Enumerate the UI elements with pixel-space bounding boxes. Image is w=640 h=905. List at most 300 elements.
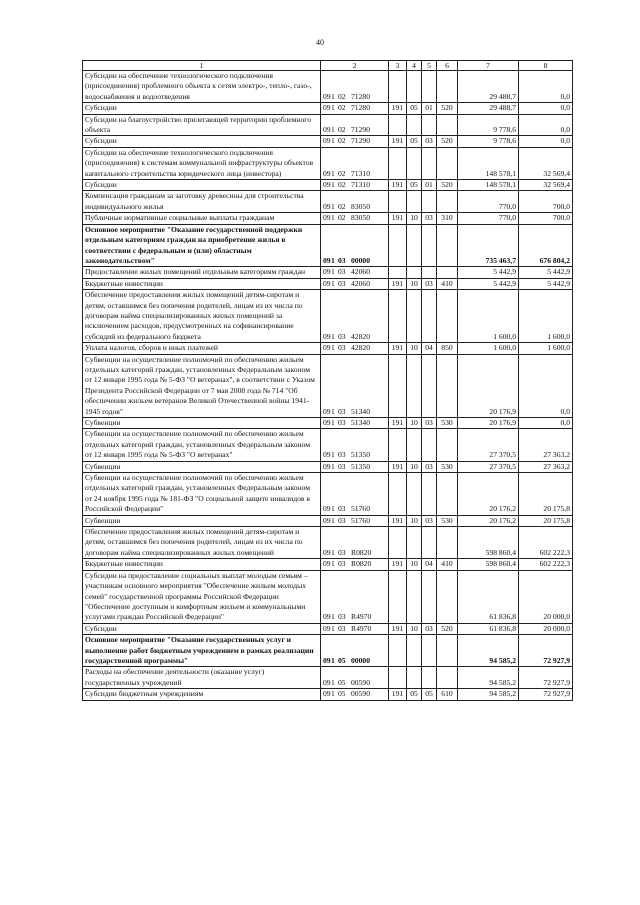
table-row <box>83 147 573 179</box>
row-code <box>321 418 389 429</box>
code-segment: 03 <box>338 406 346 416</box>
row-code <box>321 473 389 516</box>
code-segment: 03 <box>338 255 346 265</box>
table-row <box>83 191 573 213</box>
row-name: Бюджетные инвестиции <box>83 559 321 570</box>
code-segment: 09 <box>323 343 331 353</box>
table-row <box>83 136 573 147</box>
row-value-8: 1 600,0 <box>519 343 573 354</box>
code-segment: 71290 <box>351 125 370 135</box>
code-segment: 09 <box>323 125 331 135</box>
row-value-8: 5 442,9 <box>519 267 573 278</box>
row-col6: 850 <box>437 343 458 354</box>
row-value-7: 94 585,2 <box>458 667 519 689</box>
row-value-7: 770,0 <box>458 191 519 213</box>
row-col6 <box>437 570 458 623</box>
code-segment: 1 <box>331 515 335 525</box>
table-row <box>83 418 573 429</box>
row-value-8: 1 600,0 <box>519 290 573 343</box>
code-segment: 09 <box>323 406 331 416</box>
row-col4: 05 <box>407 180 422 191</box>
code-segment: 09 <box>323 623 331 633</box>
row-col6 <box>437 191 458 213</box>
row-col3: 191 <box>389 515 407 526</box>
code-segment: 02 <box>338 168 346 178</box>
code-segment: 03 <box>338 515 346 525</box>
row-col5: 01 <box>422 180 437 191</box>
row-col3 <box>389 570 407 623</box>
code-segment: 1 <box>331 331 335 341</box>
row-value-7: 20 176,9 <box>458 354 519 417</box>
row-col6 <box>437 429 458 461</box>
row-code <box>321 570 389 623</box>
code-segment: 03 <box>338 461 346 471</box>
row-name: Компенсация гражданам за заготовку древесины для строительства индивидуального жилья <box>83 191 321 213</box>
code-segment: 09 <box>323 278 331 288</box>
code-segment: 09 <box>323 267 331 277</box>
row-col4: 05 <box>407 136 422 147</box>
row-name: Субвенции на осуществление полномочий по обеспечению жильем отдельных категорий граждан, установленных Федеральным законом от 24 ноября 1995 года № 181-ФЗ "О социальной защите инвалидов в Российской Федерации" <box>83 473 321 516</box>
code-segment: 09 <box>323 504 331 514</box>
row-value-7: 94 585,2 <box>458 689 519 700</box>
table-row <box>83 213 573 224</box>
row-col4: 10 <box>407 515 422 526</box>
row-col5: 04 <box>422 559 437 570</box>
row-value-8: 0,0 <box>519 71 573 103</box>
code-segment: 1 <box>331 418 335 427</box>
row-name: Предоставление жилых помещений отдельным категориям граждан <box>83 267 321 278</box>
page-number: 40 <box>316 38 324 47</box>
row-col6: 530 <box>437 418 458 429</box>
row-value-8: 20 175,8 <box>519 515 573 526</box>
row-col5 <box>422 191 437 213</box>
code-segment: 03 <box>338 343 346 353</box>
row-code <box>321 278 389 289</box>
row-col4: 10 <box>407 278 422 289</box>
row-col6: 530 <box>437 515 458 526</box>
code-segment: 1 <box>331 406 335 416</box>
table-row <box>83 473 573 516</box>
row-col3: 191 <box>389 278 407 289</box>
row-value-8: 27 363,2 <box>519 429 573 461</box>
code-segment: 42060 <box>351 267 370 277</box>
row-col6 <box>437 667 458 689</box>
row-value-7: 5 442,9 <box>458 278 519 289</box>
code-segment: 1 <box>331 689 335 699</box>
row-col4: 10 <box>407 418 422 429</box>
row-code <box>321 103 389 114</box>
code-segment: 71310 <box>351 168 370 178</box>
row-name: Субвенции <box>83 418 321 429</box>
row-value-8: 72 927,9 <box>519 689 573 700</box>
row-col5 <box>422 429 437 461</box>
code-segment: 09 <box>323 331 331 341</box>
table-row <box>83 180 573 191</box>
row-col6 <box>437 354 458 417</box>
row-col3: 191 <box>389 136 407 147</box>
row-col6 <box>437 114 458 136</box>
row-name: Публичные нормативные социальные выплаты гражданам <box>83 213 321 224</box>
row-value-7: 598 860,4 <box>458 527 519 559</box>
code-segment: 1 <box>331 343 335 353</box>
row-col5 <box>422 114 437 136</box>
code-segment: 71290 <box>351 136 370 146</box>
table-row <box>83 267 573 278</box>
code-segment: 03 <box>338 267 346 277</box>
row-value-8: 602 222,3 <box>519 527 573 559</box>
row-value-7: 20 176,2 <box>458 515 519 526</box>
row-code <box>321 114 389 136</box>
code-segment: 83050 <box>351 201 370 211</box>
code-segment: 09 <box>323 103 331 113</box>
code-segment: 03 <box>338 450 346 460</box>
column-header: 6 <box>437 61 458 71</box>
row-name: Субсидии <box>83 623 321 634</box>
row-col6: 520 <box>437 180 458 191</box>
row-col3 <box>389 71 407 103</box>
row-col6 <box>437 147 458 179</box>
row-col6: 520 <box>437 103 458 114</box>
row-col5 <box>422 71 437 103</box>
code-segment: 02 <box>338 201 346 211</box>
row-value-8: 0,0 <box>519 354 573 417</box>
table-row <box>83 461 573 472</box>
row-col3 <box>389 290 407 343</box>
code-segment: 71280 <box>351 91 370 101</box>
row-name: Субвенции на осуществление полномочий по обеспечению жильем отдельных категорий граждан, установленных Федеральным законом от 12 января 1995 года № 5-ФЗ "О ветеранах", в соответствии с Указом Президента Российской Федерации от 7 мая 2008 года № 714 "Об обеспечении жильем ветеранов Великой Отечественной войны 1941-1945 годов" <box>83 354 321 417</box>
row-value-8: 700,0 <box>519 213 573 224</box>
code-segment: 05 <box>338 689 346 699</box>
code-segment: 03 <box>338 623 346 633</box>
row-col5: 03 <box>422 623 437 634</box>
row-col3: 191 <box>389 623 407 634</box>
row-col5: 03 <box>422 136 437 147</box>
code-segment: 1 <box>331 180 335 190</box>
row-col3: 191 <box>389 213 407 224</box>
table-row <box>83 343 573 354</box>
row-value-8: 5 442,9 <box>519 278 573 289</box>
code-segment: 09 <box>323 461 331 471</box>
code-segment: R4970 <box>351 623 372 633</box>
code-segment: 1 <box>331 91 335 101</box>
row-col4: 10 <box>407 461 422 472</box>
code-segment: 1 <box>331 450 335 460</box>
row-col3 <box>389 147 407 179</box>
row-col3 <box>389 267 407 278</box>
row-value-7: 29 488,7 <box>458 71 519 103</box>
row-col3: 191 <box>389 461 407 472</box>
row-col4 <box>407 71 422 103</box>
column-header: 4 <box>407 61 422 71</box>
row-col3: 191 <box>389 180 407 191</box>
code-segment: 1 <box>331 677 335 687</box>
code-segment: 83050 <box>351 213 370 223</box>
row-value-8: 0,0 <box>519 103 573 114</box>
column-header: 7 <box>458 61 519 71</box>
row-value-8: 32 569,4 <box>519 147 573 179</box>
table-row <box>83 635 573 667</box>
code-segment: 51350 <box>351 450 370 460</box>
row-value-8: 676 804,2 <box>519 224 573 267</box>
code-segment: 1 <box>331 612 335 622</box>
table-row <box>83 527 573 559</box>
row-value-7: 9 778,6 <box>458 136 519 147</box>
row-col4 <box>407 527 422 559</box>
table-row <box>83 103 573 114</box>
code-segment: 00000 <box>351 655 370 665</box>
code-segment: 03 <box>338 331 346 341</box>
row-name: Обеспечение предоставления жилых помещений детям-сиротам и детям, оставшимся без попечения родителей, лицам из их числа по договорам найма специализированных жилых помещений за исключением расходов, предусмотренных на софинансирование субсидий из федерального бюджета <box>83 290 321 343</box>
code-segment: 1 <box>331 461 335 471</box>
code-segment: 03 <box>338 612 346 622</box>
row-name: Субвенции <box>83 515 321 526</box>
row-col4 <box>407 224 422 267</box>
table-row <box>83 71 573 103</box>
row-col3 <box>389 114 407 136</box>
row-value-7: 735 463,7 <box>458 224 519 267</box>
row-col3 <box>389 667 407 689</box>
row-col3: 191 <box>389 103 407 114</box>
code-segment: 02 <box>338 103 346 113</box>
row-col5 <box>422 473 437 516</box>
row-code <box>321 267 389 278</box>
code-segment: 09 <box>323 255 331 265</box>
row-value-7: 29 488,7 <box>458 103 519 114</box>
code-segment: 05 <box>338 655 346 665</box>
code-segment: 00590 <box>351 689 370 699</box>
row-name: Субвенции на осуществление полномочий по обеспечению жильем отдельных категорий граждан, установленных Федеральным законом от 12 января 1995 года № 5-ФЗ "О ветеранах" <box>83 429 321 461</box>
row-value-8: 27 363,2 <box>519 461 573 472</box>
row-col6: 410 <box>437 559 458 570</box>
row-col3 <box>389 473 407 516</box>
row-value-7: 61 836,8 <box>458 570 519 623</box>
code-segment: 00590 <box>351 677 370 687</box>
row-name: Субсидии <box>83 136 321 147</box>
row-col3 <box>389 429 407 461</box>
code-segment: 1 <box>331 623 335 633</box>
code-segment: 51340 <box>351 418 370 427</box>
row-value-7: 9 778,6 <box>458 114 519 136</box>
column-header: 5 <box>422 61 437 71</box>
row-col6: 520 <box>437 623 458 634</box>
row-name: Субсидии на предоставление социальных выплат молодым семьям – участникам основного мероприятия "Обеспечение жильем молодых семей" государственной программы Российской Федерации "Обеспечение доступным и комфортным жильем и коммунальными услугами граждан Российской Федерации" <box>83 570 321 623</box>
code-segment: 09 <box>323 136 331 146</box>
code-segment: 09 <box>323 168 331 178</box>
row-code <box>321 689 389 700</box>
row-code <box>321 559 389 570</box>
table-row <box>83 114 573 136</box>
column-header: 3 <box>389 61 407 71</box>
row-name: Обеспечение предоставления жилых помещений детям-сиротам и детям, оставшимся без попечения родителей, лицам из их числа по договорам найма специализированных жилых помещений <box>83 527 321 559</box>
table-row <box>83 623 573 634</box>
code-segment: 1 <box>331 255 335 265</box>
row-code <box>321 147 389 179</box>
budget-table <box>82 60 573 701</box>
row-value-7: 27 370,5 <box>458 429 519 461</box>
code-segment: 1 <box>331 504 335 514</box>
row-code <box>321 213 389 224</box>
row-code <box>321 461 389 472</box>
code-segment: 09 <box>323 559 331 569</box>
column-header: 1 <box>83 61 321 71</box>
table-row <box>83 354 573 417</box>
column-header: 8 <box>519 61 573 71</box>
code-segment: 03 <box>338 559 346 569</box>
table-row <box>83 515 573 526</box>
table-row <box>83 570 573 623</box>
row-name: Субсидии <box>83 180 321 191</box>
row-col5: 03 <box>422 515 437 526</box>
table-row <box>83 224 573 267</box>
code-segment: 1 <box>331 136 335 146</box>
row-name: Расходы на обеспечение деятельности (оказание услуг) государственных учреждений <box>83 667 321 689</box>
code-segment: 09 <box>323 91 331 101</box>
row-name: Основное мероприятие "Оказание государственных услуг и выполнение работ бюджетным учреждением в рамках реализации государственной программы" <box>83 635 321 667</box>
row-col3 <box>389 635 407 667</box>
row-value-7: 1 600,0 <box>458 290 519 343</box>
code-segment: 1 <box>331 278 335 288</box>
code-segment: 1 <box>331 559 335 569</box>
row-col3: 191 <box>389 343 407 354</box>
code-segment: 03 <box>338 418 346 427</box>
row-col4 <box>407 354 422 417</box>
code-segment: R4970 <box>351 612 372 622</box>
row-col5 <box>422 224 437 267</box>
row-col6: 530 <box>437 461 458 472</box>
row-col5: 05 <box>422 689 437 700</box>
code-segment: 1 <box>331 201 335 211</box>
code-segment: 1 <box>331 213 335 223</box>
code-segment: 51760 <box>351 504 370 514</box>
row-col5: 01 <box>422 103 437 114</box>
code-segment: 71310 <box>351 180 370 190</box>
table-row <box>83 667 573 689</box>
row-col5 <box>422 667 437 689</box>
row-col3 <box>389 527 407 559</box>
row-name: Субсидии на благоустройство прилегающей территории проблемного объекта <box>83 114 321 136</box>
code-segment: 09 <box>323 180 331 190</box>
row-col6: 610 <box>437 689 458 700</box>
row-col5: 03 <box>422 418 437 429</box>
row-name: Уплата налогов, сборов и иных платежей <box>83 343 321 354</box>
code-segment: 02 <box>338 125 346 135</box>
row-col4 <box>407 290 422 343</box>
row-code <box>321 224 389 267</box>
column-header: 2 <box>321 61 389 71</box>
code-segment: R0820 <box>351 547 372 557</box>
code-segment: 02 <box>338 136 346 146</box>
row-value-7: 20 176,2 <box>458 473 519 516</box>
row-col6 <box>437 224 458 267</box>
row-col4 <box>407 191 422 213</box>
code-segment: 09 <box>323 515 331 525</box>
code-segment: 42060 <box>351 278 370 288</box>
row-col4 <box>407 147 422 179</box>
code-segment: 51340 <box>351 406 370 416</box>
row-col6 <box>437 267 458 278</box>
row-value-7: 148 578,1 <box>458 147 519 179</box>
row-value-8: 0,0 <box>519 136 573 147</box>
row-col5: 03 <box>422 213 437 224</box>
row-code <box>321 429 389 461</box>
row-value-8: 72 927,9 <box>519 667 573 689</box>
code-segment: 02 <box>338 91 346 101</box>
code-segment: 09 <box>323 677 331 687</box>
row-col4 <box>407 667 422 689</box>
row-value-8: 20 175,8 <box>519 473 573 516</box>
code-segment: 1 <box>331 168 335 178</box>
row-col5 <box>422 527 437 559</box>
table-row <box>83 290 573 343</box>
row-value-7: 598 860,4 <box>458 559 519 570</box>
row-col4 <box>407 473 422 516</box>
row-col4 <box>407 267 422 278</box>
row-col4 <box>407 429 422 461</box>
code-segment: 51760 <box>351 515 370 525</box>
table-row <box>83 278 573 289</box>
code-segment: 02 <box>338 213 346 223</box>
row-col5 <box>422 354 437 417</box>
row-value-7: 770,0 <box>458 213 519 224</box>
code-segment: 1 <box>331 103 335 113</box>
row-value-8: 602 222,3 <box>519 559 573 570</box>
row-col4 <box>407 114 422 136</box>
row-name: Основное мероприятие "Оказание государственной поддержки отдельным категориям граждан на приобретение жилья в соответствии с федеральным и (или) областным законодательством" <box>83 224 321 267</box>
row-name: Субсидии на обеспечение технологического подключения (присоединения) к системам коммунальной инфраструктуры объектов капитального строительства юридического лица (инвестора) <box>83 147 321 179</box>
row-col6 <box>437 473 458 516</box>
row-col4 <box>407 635 422 667</box>
table-row <box>83 429 573 461</box>
code-segment: R0820 <box>351 559 372 569</box>
code-segment: 09 <box>323 689 331 699</box>
row-col6: 410 <box>437 278 458 289</box>
row-value-8: 0,0 <box>519 418 573 429</box>
row-col6: 310 <box>437 213 458 224</box>
row-col6 <box>437 71 458 103</box>
code-segment: 03 <box>338 504 346 514</box>
code-segment: 42820 <box>351 331 370 341</box>
row-col3 <box>389 224 407 267</box>
code-segment: 09 <box>323 201 331 211</box>
row-code <box>321 635 389 667</box>
row-value-7: 20 176,9 <box>458 418 519 429</box>
row-col5: 03 <box>422 461 437 472</box>
row-value-7: 94 585,2 <box>458 635 519 667</box>
row-value-8: 20 000,0 <box>519 570 573 623</box>
header-row <box>83 61 573 71</box>
row-value-7: 1 600,0 <box>458 343 519 354</box>
row-col6: 520 <box>437 136 458 147</box>
row-name: Субсидии <box>83 103 321 114</box>
row-code <box>321 515 389 526</box>
row-code <box>321 667 389 689</box>
row-col5: 04 <box>422 343 437 354</box>
row-col3: 191 <box>389 418 407 429</box>
row-name: Субсидии бюджетным учреждениям <box>83 689 321 700</box>
row-value-8: 20 000,0 <box>519 623 573 634</box>
row-code <box>321 71 389 103</box>
row-value-7: 148 578,1 <box>458 180 519 191</box>
row-col6 <box>437 635 458 667</box>
row-name: Бюджетные инвестиции <box>83 278 321 289</box>
code-segment: 51350 <box>351 461 370 471</box>
code-segment: 1 <box>331 125 335 135</box>
row-name: Субвенции <box>83 461 321 472</box>
row-value-8: 700,0 <box>519 191 573 213</box>
code-segment: 09 <box>323 547 331 557</box>
code-segment: 00000 <box>351 255 370 265</box>
code-segment: 05 <box>338 677 346 687</box>
